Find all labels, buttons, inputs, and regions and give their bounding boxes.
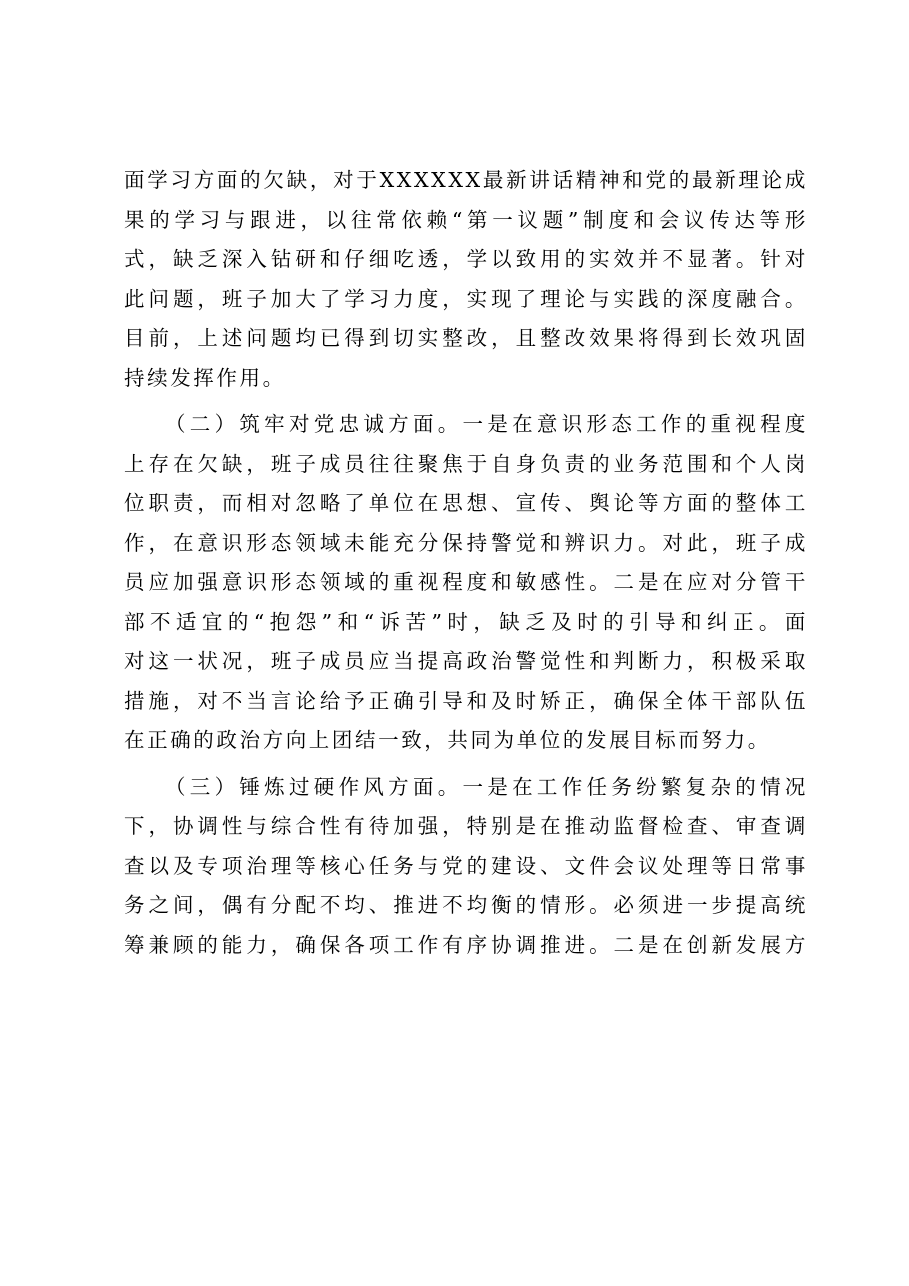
paragraph-1 <box>124 161 808 398</box>
section-heading-line: （三）锤炼过硬作风方面。一是在工作任务纷繁复杂的情况 <box>165 774 808 799</box>
text-line: 查以及专项治理等核心任务与党的建设、文件会议处理等日常事 <box>124 853 808 878</box>
text-line: 部不适宜的“抱怨”和“诉苦”时，缺乏及时的引导和纠正。面 <box>124 609 808 634</box>
text-line: 在正确的政治方向上团结一致，共同为单位的发展目标而努力。 <box>124 728 771 752</box>
text-line: 位职责，而相对忽略了单位在思想、宣传、舆论等方面的整体工 <box>124 491 808 515</box>
text-line: 面学习方面的欠缺，对于XXXXXX最新讲话精神和党的最新理论成 <box>124 168 808 192</box>
paragraph-spacer <box>124 761 808 768</box>
text-line: 式，缺乏深入钻研和仔细吃透，学以致用的实效并不显著。针对 <box>124 247 808 271</box>
text-line: 员应加强意识形态领域的重视程度和敏感性。二是在应对分管干 <box>124 570 808 594</box>
text-line: 措施，对不当言论给予正确引导和及时矫正，确保全体干部队伍 <box>124 688 808 713</box>
text-line: 对这一状况，班子成员应当提高政治警觉性和判断力，积极采取 <box>124 649 808 673</box>
text-line: 目前，上述问题均已得到切实整改，且整改效果将得到长效巩固 <box>124 326 808 350</box>
text-line: 下，协调性与综合性有待加强，特别是在推动监督检查、审查调 <box>124 814 808 838</box>
text-line: 作，在意识形态领域未能充分保持警觉和辨识力。对此，班子成 <box>124 530 808 555</box>
section-heading-line: （二）筑牢对党忠诚方面。一是在意识形态工作的重视程度 <box>165 412 808 436</box>
text-line: 上存在欠缺，班子成员往往聚焦于自身负责的业务范围和个人岗 <box>124 451 808 476</box>
text-line: 果的学习与跟进，以往常依赖“第一议题”制度和会议传达等形 <box>124 207 808 232</box>
text-line: 此问题，班子加大了学习力度，实现了理论与实践的深度融合。 <box>124 286 808 311</box>
text-line: 筹兼顾的能力，确保各项工作有序协调推进。二是在创新发展方 <box>124 932 808 957</box>
paragraph-spacer <box>124 398 808 405</box>
text-line: 持续发挥作用。 <box>124 365 286 390</box>
text-line: 务之间，偶有分配不均、推进不均衡的情形。必须进一步提高统 <box>124 893 808 917</box>
document-body <box>124 161 808 965</box>
paragraph-2 <box>124 405 808 761</box>
paragraph-3 <box>124 768 808 966</box>
